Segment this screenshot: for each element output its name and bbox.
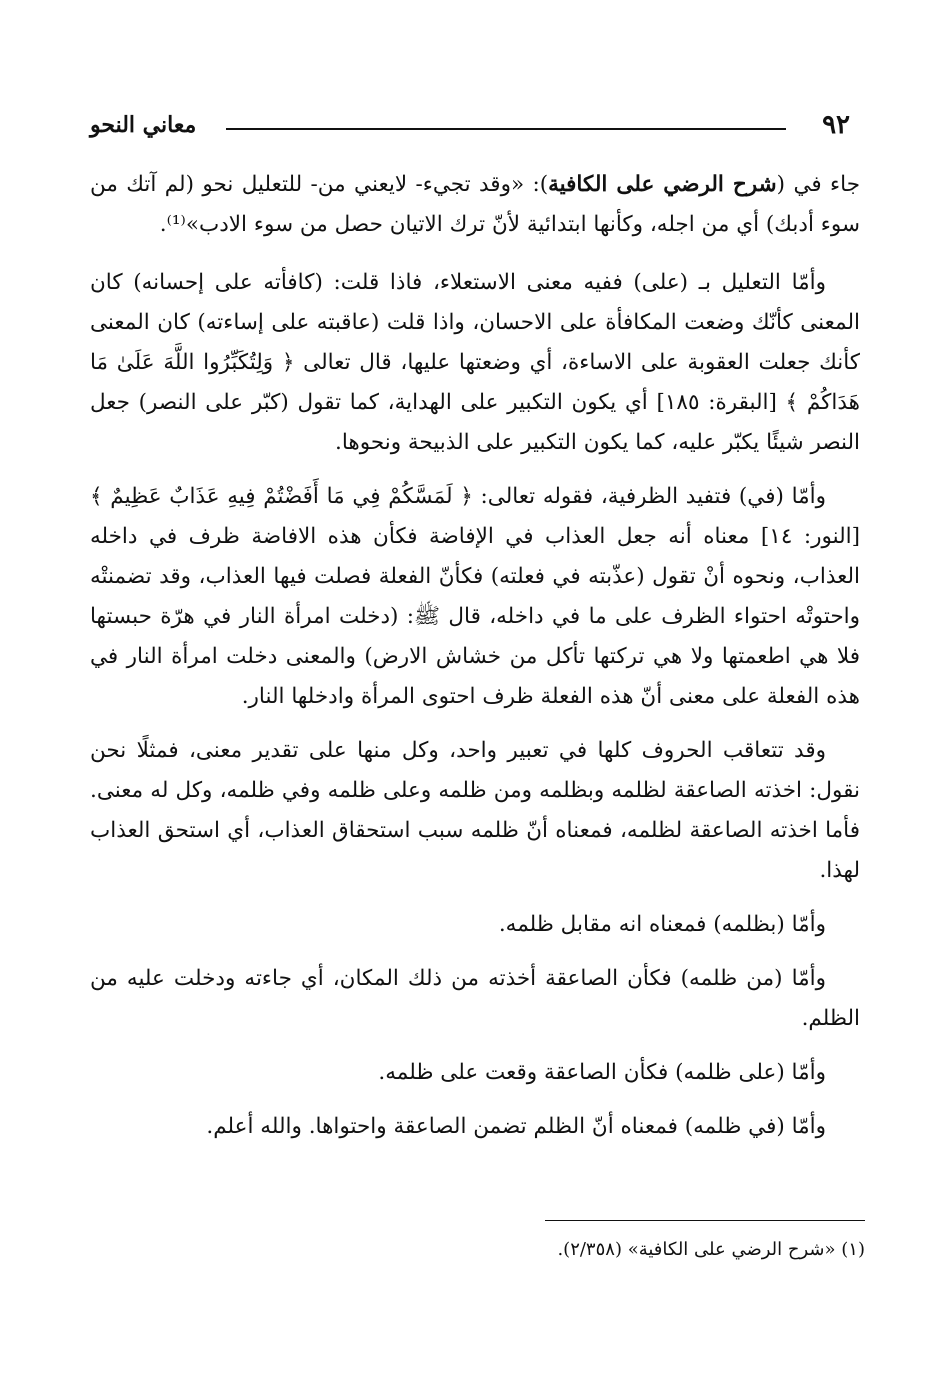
paragraph: [90, 165, 860, 245]
footnote-rule: [545, 1220, 865, 1221]
page-header: [90, 110, 850, 150]
paragraph: وأمّا (في) فتفيد الظرفية، فقوله تعالى: ﴿ لَمَسَّكُمْ فِي مَا أَفَضْتُمْ فِيهِ عَذَابٌ عَظِيمٌ ﴾ [النور: ١٤] معناه أنه جعل العذاب في الإفاضة فكأن هذه الافاضة ظرف في داخله العذاب، ونحوه أنْ تقول (عذّبته في فعلته) فكأنّ الفعلة فصلت فيها العذاب، وقد تضمنتْه واحتوتْه احتواء الظرف على ما في داخله، قال ﷺ: (دخلت امرأة النار في هرّة حبستها فلا هي اطعمتها ولا هي تركتها تأكل من خشاش الارض) والمعنى دخلت امرأة النار في هذه الفعلة على معنى أنّ هذه الفعلة ظرف احتوى المرأة وادخلها النار.: [90, 484, 860, 709]
paragraph: وأمّا التعليل بـ (على) ففيه معنى الاستعلاء، فاذا قلت: (كافأته على إحسانه) كان المعنى كأنّك وضعت المكافأة على الاحسان، واذا قلت (عاقبته على إساءته) كان المعنى كأنك جعلت العقوبة على الاساءة، أي وضعتها عليها، قال تعالى ﴿ وَلِتُكَبِّرُوا اللَّهَ عَلَىٰ مَا هَدَاكُمْ ﴾ [البقرة: ١٨٥] أي يكون التكبير على الهداية، كما تقول (كبّر على النصر) جعل النصر شيئًا يكبّر عليه، كما يكون التكبير على الذبيحة ونحوها.: [90, 270, 860, 455]
body-text: [90, 165, 860, 1147]
paragraph: وأمّا (من ظلمه) فكأن الصاعقة أخذته من ذلك المكان، أي جاءته ودخلت عليه من الظلم.: [90, 966, 860, 1031]
header-rule: [226, 128, 786, 130]
page-number: ٩٢: [822, 110, 850, 140]
footnote-marker: (١): [841, 1239, 865, 1260]
paragraph: وقد تتعاقب الحروف كلها في تعبير واحد، وكل منها على تقدير معنى، فمثلًا نحن نقول: اخذته الصاعقة لظلمه وبظلمه ومن ظلمه وعلى ظلمه وفي ظلمه، وكل له معنى. فأما اخذته الصاعقة لظلمه، فمعناه أنّ ظلمه سبب استحقاق العذاب، أي استحق العذاب لهذا.: [90, 738, 860, 883]
cited-book-title: شرح الرضي على الكافية: [548, 172, 777, 197]
paragraph: وأمّا (بظلمه) فمعناه انه مقابل ظلمه.: [498, 912, 826, 937]
running-title: معاني النحو: [90, 112, 197, 138]
paragraph: وأمّا (على ظلمه) فكأن الصاعقة وقعت على ظلمه.: [378, 1060, 826, 1085]
paragraph-lead: جاء في (: [776, 172, 860, 197]
footnote: [400, 1236, 865, 1264]
paragraph-text: ): «وقد تجيء- لايعني من- للتعليل نحو (لم آتك من سوء أدبك) أي من اجله، وكأنها ابتدائية لأنّ ترك الاتيان حصل من سوء الادب»⁽¹⁾.: [90, 172, 860, 237]
footnote-text: «شرح الرضي على الكافية» (٢/٣٥٨).: [557, 1239, 836, 1260]
paragraph: وأمّا (في ظلمه) فمعناه أنّ الظلم تضمن الصاعقة واحتواها. والله أعلم.: [206, 1114, 826, 1139]
